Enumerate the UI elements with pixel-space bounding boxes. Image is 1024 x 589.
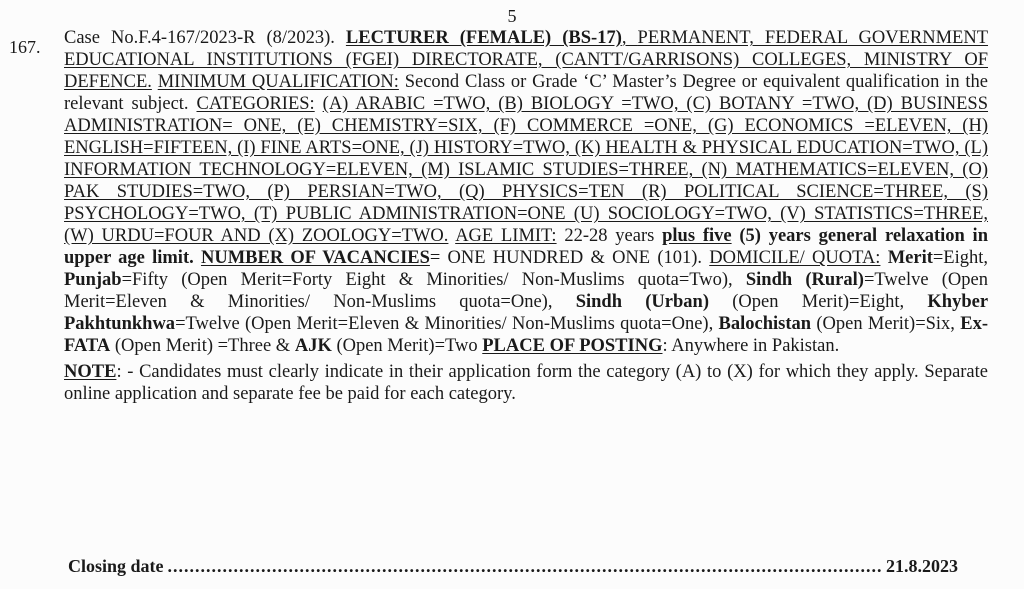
- sindh-urban-text: (Open Merit)=Eight,: [732, 292, 905, 312]
- advertisement-body: [64, 27, 988, 405]
- posting-label: PLACE OF POSTING: [482, 336, 663, 356]
- age-plus: plus five: [662, 226, 732, 246]
- qualification-label: MINIMUM QUALIFICATION:: [157, 72, 399, 92]
- age-range: 22-28 years: [564, 226, 655, 246]
- qualification-text: Second Class or Grade ‘C’ Master’s Degree or equivalent qualification in the relevant subject.: [64, 72, 988, 114]
- sindh-rural-text: =Twelve (Open Merit=Eleven & Minorities/ Non-Muslims quota=One),: [64, 270, 988, 312]
- vacancies-text: = ONE HUNDRED & ONE (101).: [429, 248, 703, 268]
- kp-text: =Twelve (Open Merit=Eleven & Minorities/ Non-Muslims quota=One),: [175, 314, 714, 334]
- note-text: : - Candidates must clearly indicate in their application form the category (A) to (X) for which they apply. Separate online application and separate fee be paid for each category.: [64, 362, 988, 404]
- punjab-text: =Fifty (Open Merit=Forty Eight & Minorities/ Non-Muslims quota=Two),: [121, 270, 733, 290]
- balochistan-text: (Open Merit)=Six,: [816, 314, 955, 334]
- case-number: Case No.F.4-167/2023-R (8/2023).: [64, 28, 335, 48]
- exfata-label: Ex-FATA: [64, 314, 988, 356]
- domicile-label: DOMICILE/ QUOTA:: [709, 248, 881, 268]
- categories-label: CATEGORIES:: [196, 94, 315, 114]
- ajk-text: (Open Merit)=Two: [336, 336, 478, 356]
- exfata-text: (Open Merit) =Three &: [114, 336, 291, 356]
- age-limit-label: AGE LIMIT:: [455, 226, 557, 246]
- page-number: 5: [507, 6, 517, 26]
- kp-label: Khyber Pakhtunkhwa: [64, 292, 989, 334]
- punjab-label: Punjab: [64, 270, 122, 290]
- merit-text: =Eight,: [932, 248, 989, 268]
- post-title: LECTURER (FEMALE) (BS-17): [345, 28, 622, 48]
- item-number: 167.: [9, 37, 41, 57]
- sindh-rural-label: Sindh (Rural): [745, 270, 864, 290]
- note-paragraph: [64, 361, 988, 405]
- note-label: NOTE: [64, 362, 117, 382]
- post-description: , PERMANENT, FEDERAL GOVERNMENT EDUCATIONAL INSTITUTIONS (FGEI) DIRECTORATE, (CANTT/GARRISONS) COLLEGES, MINISTRY OF DEFENCE.: [64, 28, 989, 92]
- post-description-text: PERMANENT, FEDERAL GOVERNMENT EDUCATIONAL INSTITUTIONS (FGEI) DIRECTORATE, (CANTT/GARRISONS) COLLEGES, MINISTRY OF DEFENCE.: [64, 28, 989, 92]
- sindh-urban-label: Sindh (Urban): [575, 292, 709, 312]
- leader-dots: [168, 556, 882, 577]
- posting-text: : Anywhere in Pakistan.: [662, 336, 840, 356]
- merit-label: Merit: [887, 248, 933, 268]
- vacancies-label: NUMBER OF VACANCIES: [200, 248, 430, 268]
- closing-date-value: 21.8.2023: [886, 556, 958, 576]
- balochistan-label: Balochistan: [718, 314, 812, 334]
- ajk-label: AJK: [294, 336, 332, 356]
- main-paragraph: [64, 27, 988, 357]
- categories-text: (A) ARABIC =TWO, (B) BIOLOGY =TWO, (C) BOTANY =TWO, (D) BUSINESS ADMINISTRATION= ONE, (E) CHEMISTRY=SIX, (F) COMMERCE =ONE, (G) ECONOMICS =ELEVEN, (H) ENGLISH=FIFTEEN, (I) FINE ARTS=ONE, (J) HISTORY=TWO, (K) HEALTH & PHYSICAL EDUCATION=TWO, (L) INFORMATION TECHNOLOGY=ELEVEN, (M) ISLAMIC STUDIES=THREE, (N) MATHEMATICS=ELEVEN, (O) PAK STUDIES=TWO, (P) PERSIAN=TWO, (Q) PHYSICS=TEN (R) POLITICAL SCIENCE=THREE, (S) PSYCHOLOGY=TWO, (T) PUBLIC ADMINISTRATION=ONE (U) SOCIOLOGY=TWO, (V) STATISTICS=THREE, (W) URDU=FOUR AND (X) ZOOLOGY=TWO.: [64, 94, 989, 246]
- age-relaxation: (5) years general relaxation in upper age limit.: [64, 226, 988, 268]
- closing-date-line: [68, 556, 958, 577]
- closing-date-label: Closing date: [68, 556, 164, 576]
